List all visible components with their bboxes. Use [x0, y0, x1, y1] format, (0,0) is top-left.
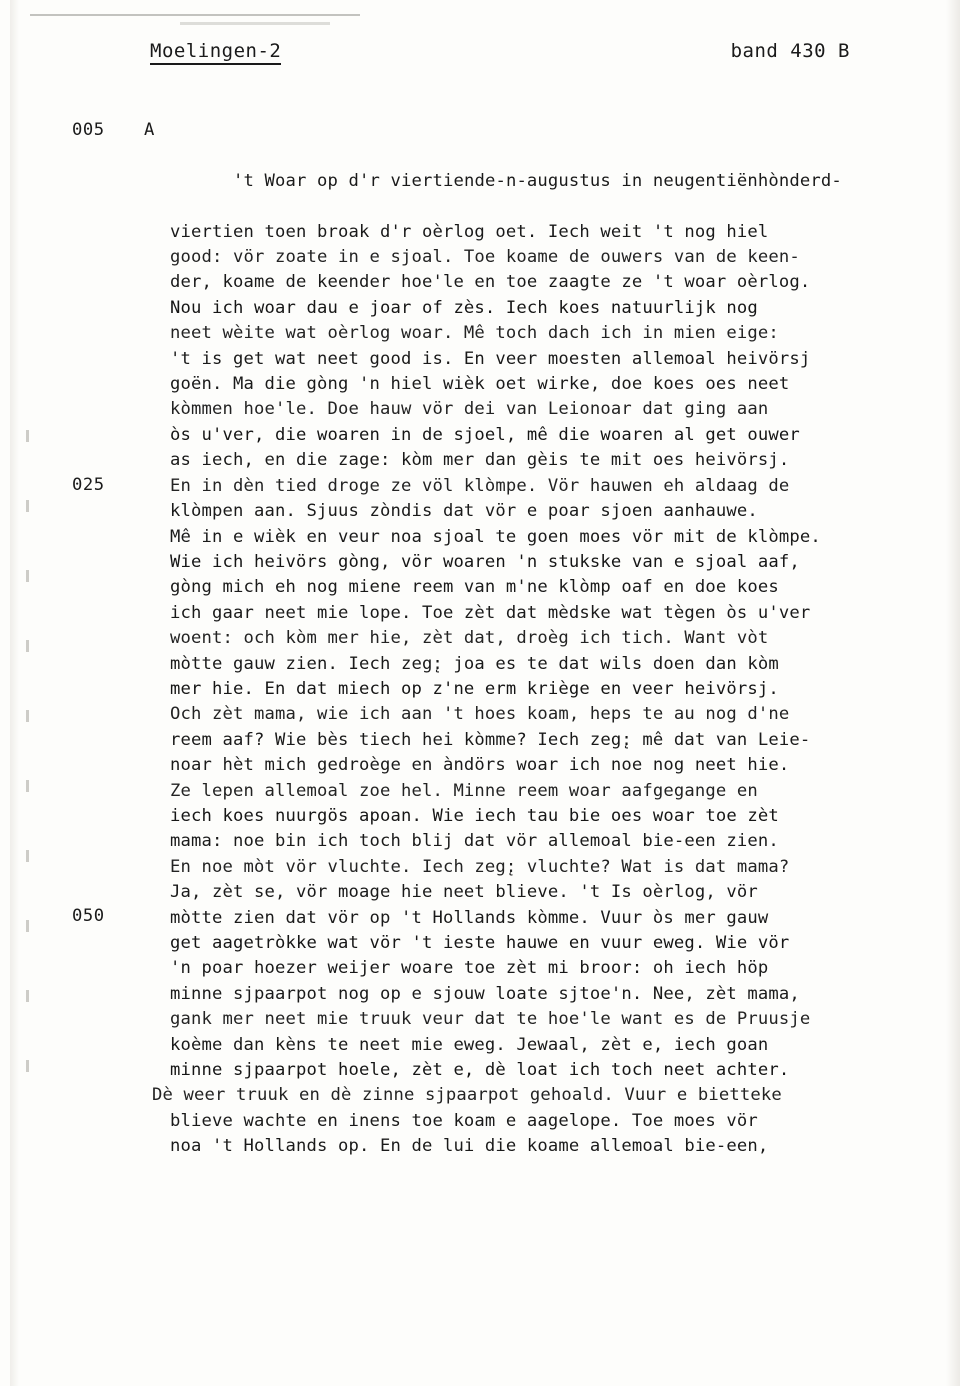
text-line: [170, 626, 930, 651]
text-line-content: kòmmen hoe'le. Doe hauw vör dei van Leionoar dat ging aan: [170, 399, 769, 420]
text-line: [170, 753, 930, 778]
margin-tick-marks: [26, 430, 29, 1150]
text-line: [170, 804, 930, 829]
text-line: [170, 728, 930, 753]
text-line: [170, 906, 930, 931]
text-line: [170, 321, 930, 346]
text-line-content: Ze lepen allemoal zoe hel. Minne reem woar aafgegange en: [170, 780, 758, 801]
text-line-content: 't Woar op d'r viertiende-n-augustus in neugentiënhònderd-: [233, 170, 842, 191]
text-line-content: neet wèite wat oèrlog woar. Mê toch dach ich in mien eige:: [170, 323, 779, 344]
text-line-content: reem aaf? Wie bès tiech hei kòmme? Iech zeg̨: mê dat van Leie-: [170, 729, 811, 750]
text-line: [170, 1058, 930, 1083]
text-line-content: as iech, en die zage: kòm mer dan gèis te mit oes heivörsj.: [170, 450, 790, 471]
text-line: [170, 525, 930, 550]
text-line: [170, 220, 930, 245]
text-line: [170, 423, 930, 448]
scan-edge-right: [946, 0, 960, 1386]
text-line: [170, 779, 930, 804]
text-line-content: get aagetròkke wat vör 't ieste hauwe en vuur eweg. Wie vör: [170, 933, 790, 953]
text-line: [170, 1007, 930, 1032]
text-line-content: viertien toen broak d'r oèrlog oet. Iech weit 't nog hiel: [170, 221, 769, 242]
text-line: [170, 880, 930, 905]
text-line-content: Mê in e wièk en veur noa sjoal te goen moes vör mit de klòmpe.: [170, 526, 821, 547]
text-line: [170, 931, 930, 956]
text-line-content: goën. Ma die gòng 'n hiel wièk oet wirke, doe koes oes neet: [170, 374, 790, 395]
scan-artifact-top-secondary: [180, 22, 330, 25]
scan-edge-left: [10, 0, 19, 1386]
text-line-content: mama: noe bin ich toch blij dat vör allemoal bie-een zien.: [170, 831, 779, 852]
text-line: [170, 270, 930, 295]
text-line-content: Och zèt mama, wie ich aan 't hoes koam, heps te au nog d'ne: [170, 704, 790, 725]
transcription-body: [144, 118, 930, 1160]
line-number-050: 050: [72, 906, 105, 926]
text-line: [170, 601, 930, 626]
text-line-content: Dè weer truuk en dè zinne sjpaarpot gehoald. Vuur e bietteke: [152, 1085, 782, 1106]
text-line: [152, 1083, 930, 1108]
text-line: [170, 550, 930, 575]
text-line-content: noa 't Hollands op. En de lui die koame allemoal bie-een,: [170, 1136, 769, 1157]
line-number-005: 005: [72, 120, 105, 140]
text-line: [170, 652, 930, 677]
text-line: [170, 956, 930, 981]
text-line: [170, 296, 930, 321]
text-line-content: Wie ich heivörs gòng, vör woaren 'n stukske van e sjoal aaf,: [170, 551, 800, 572]
text-line: [170, 372, 930, 397]
text-line-content: òs u'ver, die woaren in de sjoel, mê die woaren al get ouwer: [170, 424, 800, 445]
text-line-content: minne sjpaarpot nog op e sjouw loate sjtoe'n. Nee, zèt mama,: [170, 983, 800, 1004]
text-line: [170, 829, 930, 854]
text-line: [170, 448, 930, 473]
document-id: Moelingen-2: [150, 40, 281, 65]
text-line-content: ich gaar neet mie lope. Toe zèt dat mèdske wat tègen òs u'ver: [170, 602, 811, 623]
speaker-marker: A: [144, 120, 155, 140]
text-line-content: mer hie. En dat miech op z'ne erm kriège en veer heivörsj.: [170, 678, 779, 699]
text-line-content: woent: och kòm mer hie, zèt dat, droèg ich tich. Want vòt: [170, 628, 769, 649]
text-line: [170, 499, 930, 524]
text-line-content: der, koame de keender hoe'le en toe zaagte ze 't woar oèrlog.: [170, 272, 811, 293]
text-line-content: 't is get wat neet good is. En veer moesten allemoal heivörsj: [170, 348, 811, 369]
text-line-content: mòtte gauw zien. Iech zeg̨: joa es te dat wils doen dan kòm: [170, 653, 779, 674]
text-line: [170, 474, 930, 499]
text-line-content: noar hèt mich gedroège en àndörs woar ich noe nog neet hie.: [170, 755, 790, 776]
text-line-content: minne sjpaarpot hoele, zèt e, dè loat ich toch neet achter.: [170, 1060, 790, 1081]
text-line: [170, 397, 930, 422]
text-line: [170, 347, 930, 372]
line-number-025: 025: [72, 475, 105, 495]
text-line: [144, 118, 930, 220]
text-line-content: mòtte zien dat vör op 't Hollands kòmme. Vuur òs mer gauw: [170, 907, 769, 928]
text-line-content: blieve wachte en inens toe koam e aagelope. Toe moes vör: [170, 1110, 758, 1131]
scan-artifact-top: [30, 14, 360, 16]
text-line-content: gank mer neet mie truuk veur dat te hoe'le want es de Pruusje: [170, 1009, 811, 1030]
text-line: [170, 1033, 930, 1058]
text-line-content: iech koes nuurgös apoan. Wie iech tau bie oes woar toe zèt: [170, 805, 779, 826]
text-line: [170, 1134, 930, 1159]
text-line-content: koème dan kèns te neet mie eweg. Jewaal, zèt e, iech goan: [170, 1034, 769, 1055]
text-line-content: Nou ich woar dau e joar of zès. Iech koes natuurlijk nog: [170, 297, 758, 318]
text-line: [170, 677, 930, 702]
page-header: [150, 40, 850, 70]
text-line: [170, 855, 930, 880]
text-line-content: En noe mòt vör vluchte. Iech zeg̨: vluchte? Wat is dat mama?: [170, 856, 790, 877]
text-line-content: 'n poar hoezer weijer woare toe zèt mi broor: oh iech höp: [170, 958, 769, 979]
text-line-content: good: vör zoate in e sjoal. Toe koame de ouwers van de keen-: [170, 247, 800, 268]
text-line: [170, 575, 930, 600]
text-line: [170, 1109, 930, 1134]
text-line: [170, 982, 930, 1007]
text-line: [170, 702, 930, 727]
text-line-content: Ja, zèt se, vör moage hie neet blieve. 't Is oèrlog, vör: [170, 882, 758, 903]
text-line-content: gòng mich eh nog miene reem van m'ne klòmp oaf en doe koes: [170, 577, 779, 598]
text-line-content: En in dèn tied droge ze völ klòmpe. Vör hauwen eh aldaag de: [170, 475, 790, 496]
text-line-content: klòmpen aan. Sjuus zòndis dat vör e poar sjoen aanhauwe.: [170, 501, 758, 522]
text-line: [170, 245, 930, 270]
band-label: band 430 B: [730, 40, 850, 62]
